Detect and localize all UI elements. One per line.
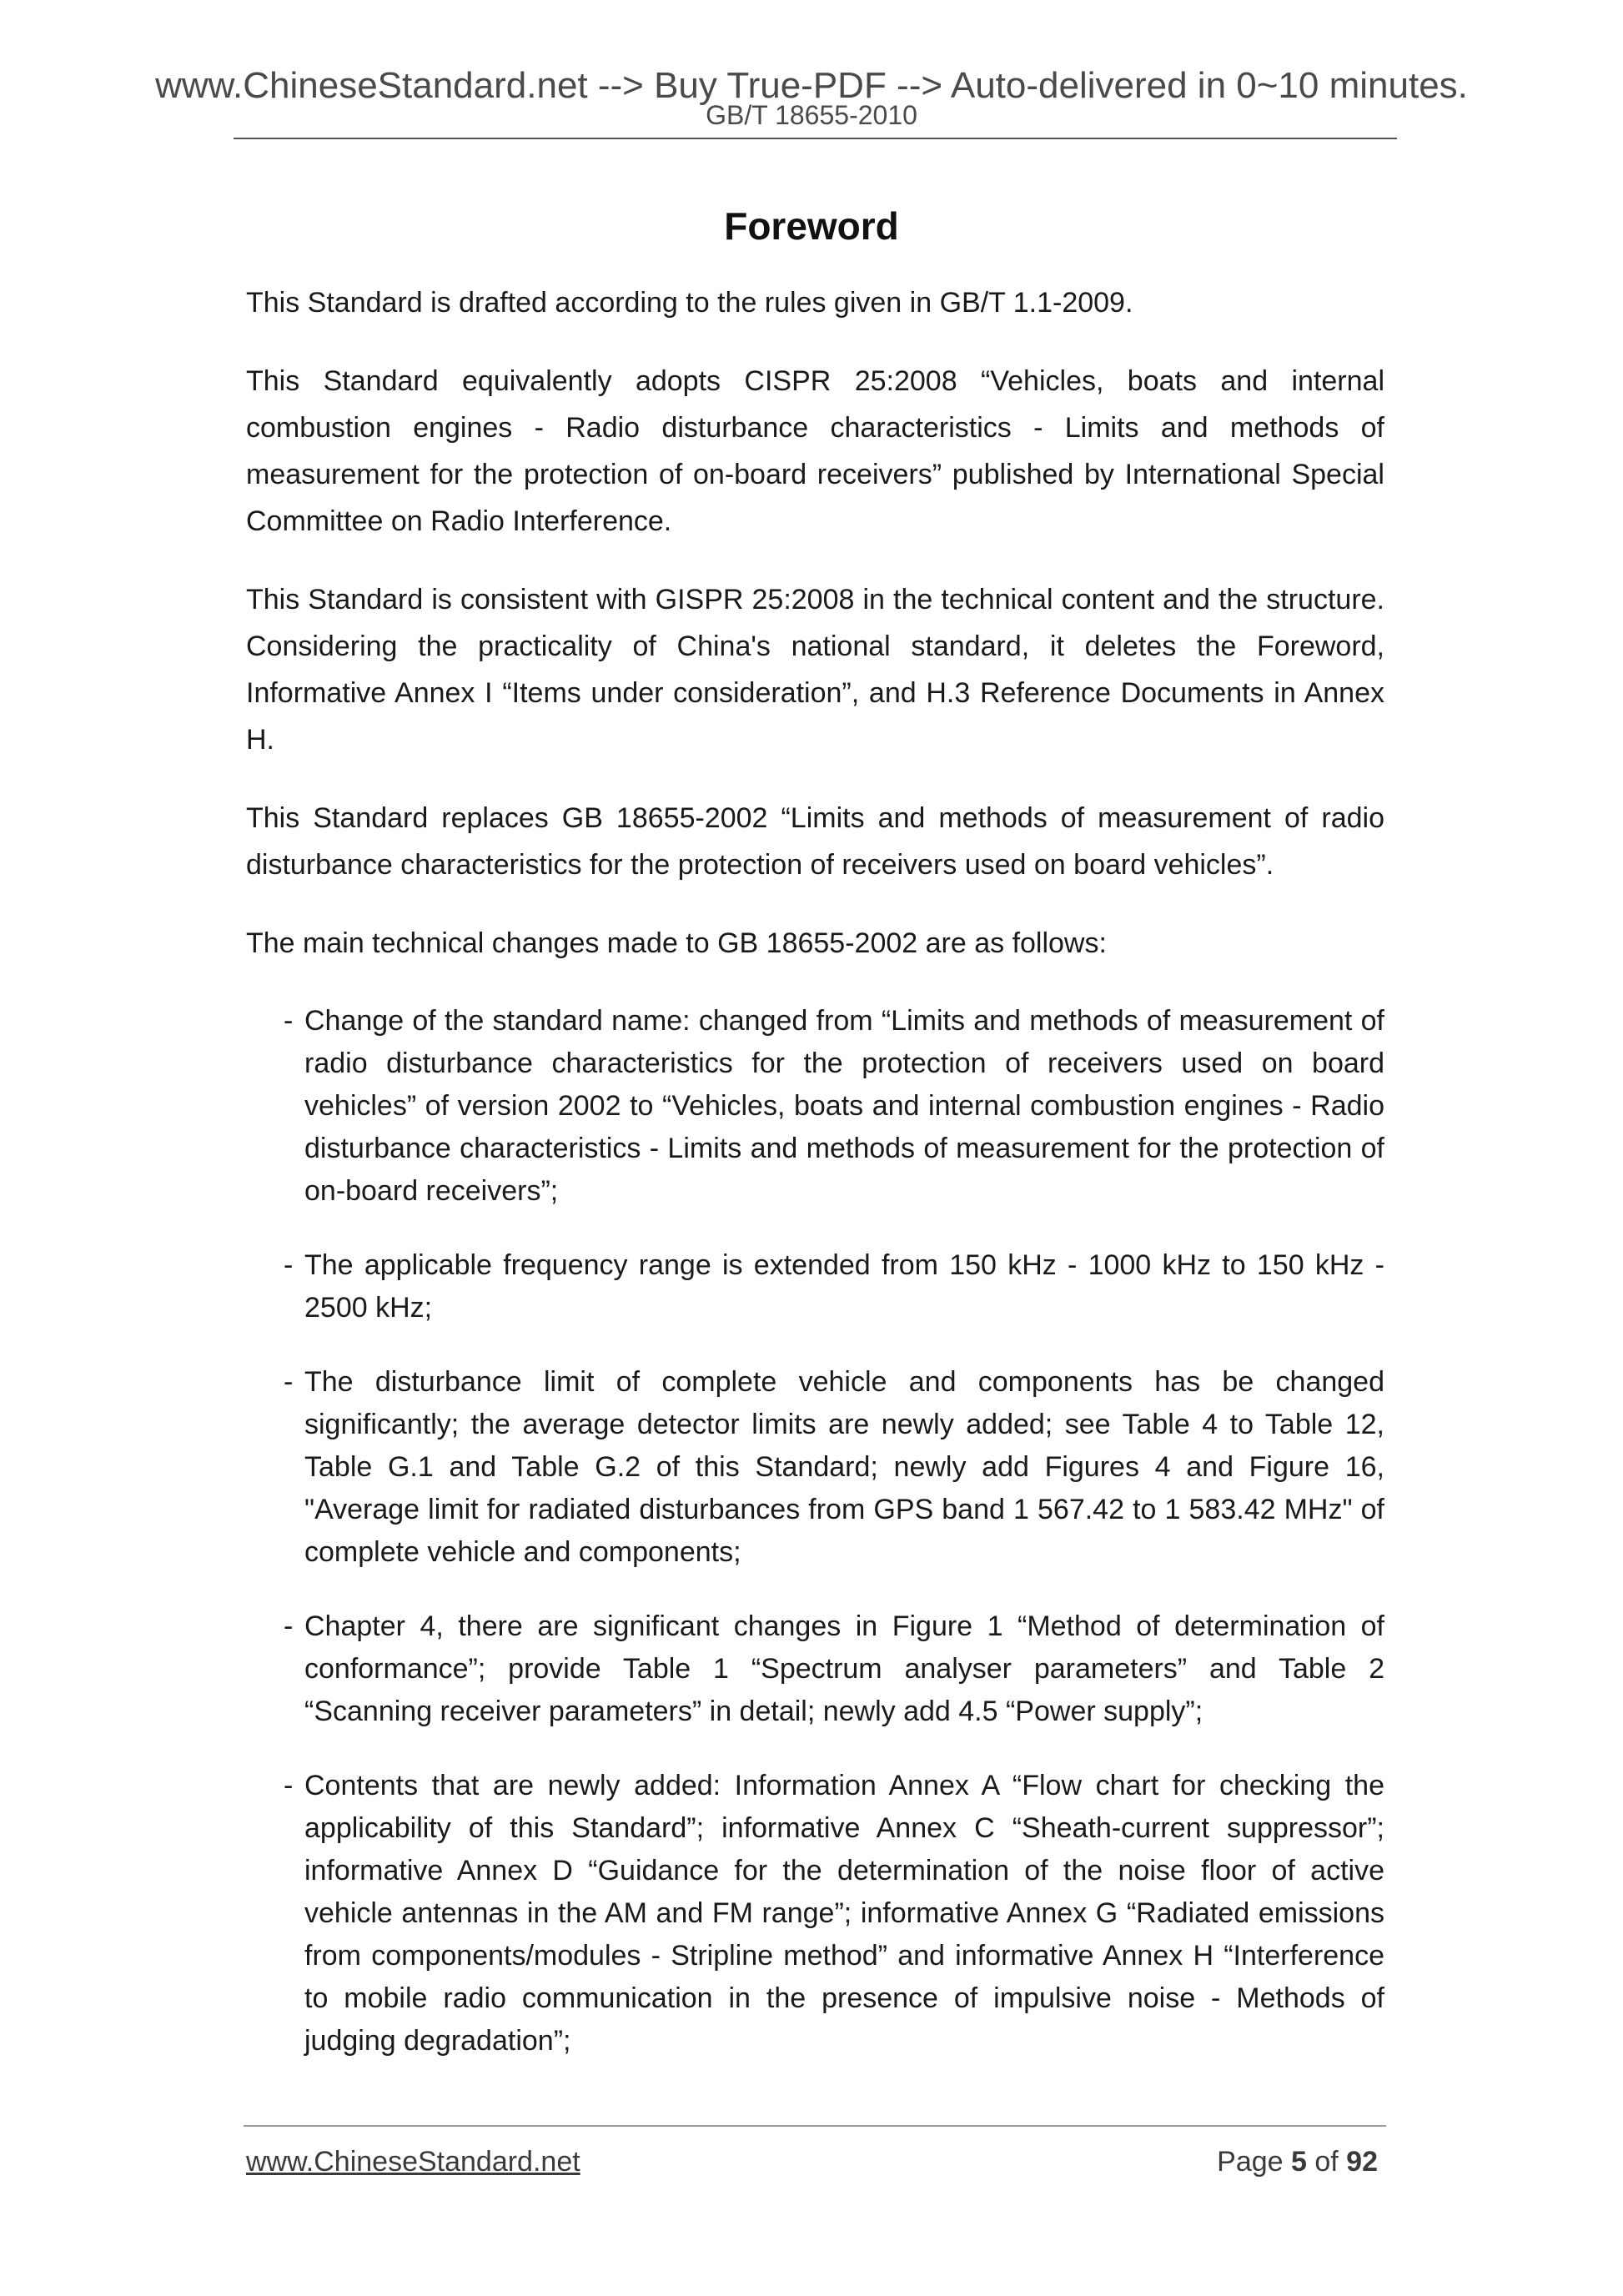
page-prefix: Page [1217, 2146, 1291, 2178]
bullet-dash: - [284, 1249, 294, 1281]
foreword-body [246, 279, 1384, 2094]
standard-code-header: GB/T 18655-2010 [706, 100, 917, 130]
list-item-text: Contents that are newly added: Information Annex A “Flow chart for checking the applicability of this Standard”; informative Annex C “Sheath-current suppressor”; informative Annex D “Guidance for the determination of the noise floor of active vehicle antennas in the AM and FM range”; informative Annex G “Radiated emissions from components/modules - Stripline method” and informative Annex H “Interference to mobile radio communication in the presence of impulsive noise - Methods of judging degradation”; [304, 1770, 1384, 2057]
paragraph-drafting-rules: This Standard is drafted according to the rules given in GB/T 1.1-2009. [246, 287, 1133, 319]
paragraph-replacement: This Standard replaces GB 18655-2002 “Limits and methods of measurement of radio disturbance characteristics for the protection of receivers used on board vehicles”. [246, 802, 1384, 881]
paragraph-equivalent-adoption: This Standard equivalently adopts CISPR 25:2008 “Vehicles, boats and internal combustion engines - Radio disturbance characteristics - Limits and methods of measurement for the protection of on-board receivers” published by International Special Committee on Radio Interference. [246, 365, 1384, 537]
bullet-dash: - [284, 1770, 294, 1801]
list-item-text: Chapter 4, there are significant changes in Figure 1 “Method of determination of conformance”; provide Table 1 “Spectrum analyser parameters” and Table 2 “Scanning receiver parameters” in detail; newly add 4.5 “Power supply”; [304, 1610, 1384, 1727]
paragraph-changes-intro: The main technical changes made to GB 18655-2002 are as follows: [246, 927, 1107, 959]
page-number [1217, 2145, 1378, 2178]
footer-site-link[interactable]: www.ChineseStandard.net [246, 2146, 580, 2178]
header-divider [234, 138, 1397, 139]
page-current: 5 [1291, 2146, 1307, 2178]
bullet-dash: - [284, 1610, 294, 1642]
list-item [246, 1605, 1384, 1733]
list-item [246, 1244, 1384, 1329]
page-title: Foreword [724, 203, 899, 248]
bullet-dash: - [284, 1005, 294, 1037]
paragraph-consistency: This Standard is consistent with GISPR 25:2008 in the technical content and the structure. Considering the practicality of China's national standard, it deletes the Foreword, Informative Annex I “Items under consideration”, and H.3 Reference Documents in Annex H. [246, 584, 1384, 756]
list-item-text: Change of the standard name: changed from “Limits and methods of measurement of radio disturbance characteristics for the protection of receivers used on board vehicles” of version 2002 to “Vehicles, boats and internal combustion engines - Radio disturbance characteristics - Limits and methods of measurement for the protection of on-board receivers”; [304, 1005, 1384, 1207]
site-banner: www.ChineseStandard.net --> Buy True-PDF --> Auto-delivered in 0~10 minutes. [155, 65, 1468, 106]
page-total: 92 [1346, 2146, 1378, 2178]
page-separator: of [1306, 2146, 1347, 2178]
list-item [246, 1361, 1384, 1574]
list-item-text: The applicable frequency range is extended from 150 kHz - 1000 kHz to 150 kHz - 2500 kHz; [304, 1249, 1384, 1324]
bullet-dash: - [284, 1366, 294, 1398]
footer-divider [244, 2125, 1386, 2127]
list-item-text: The disturbance limit of complete vehicle and components has be changed significantly; the average detector limits are newly added; see Table 4 to Table 12, Table G.1 and Table G.2 of this Standard; newly add Figures 4 and Figure 16, "Average limit for radiated disturbances from GPS band 1 567.42 to 1 583.42 MHz" of complete vehicle and components; [304, 1366, 1384, 1568]
list-item [246, 1765, 1384, 2062]
list-item [246, 1000, 1384, 1213]
